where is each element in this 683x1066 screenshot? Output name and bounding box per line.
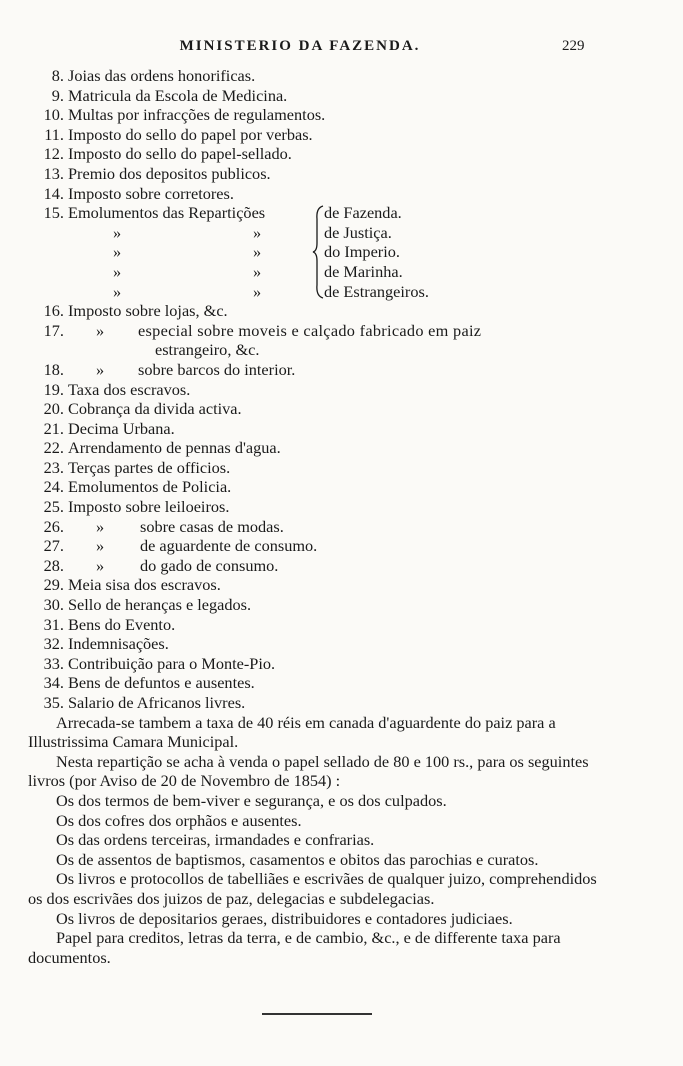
item-15-group <box>28 203 608 301</box>
list-item: 18. » sobre barcos do interior. <box>43 359 296 379</box>
item-15-branch: de Estrangeiros. <box>324 281 429 301</box>
list-item: 29. Meia sisa dos escravos. <box>43 575 221 595</box>
ditto-mark: » <box>96 516 105 536</box>
list-item: 35. Salario de Africanos livres. <box>43 693 246 712</box>
list-item: 12. Imposto do sello do papel-sellado. <box>43 144 292 164</box>
list-item: 32. Indemnisações. <box>43 634 169 654</box>
list-item: 11. Imposto do sello do papel por verbas. <box>44 124 313 144</box>
list-item: 24. Emolumentos de Policia. <box>43 477 232 497</box>
ditto-mark: » <box>253 261 262 281</box>
ditto-mark: » <box>113 281 122 301</box>
page-header-title: MINISTERIO DA FAZENDA. <box>179 38 421 54</box>
paragraph: Os das ordens terceiras, irmandades e confrarias. <box>56 830 375 850</box>
paragraph: Arrecada-se tambem a taxa de 40 réis em canada d'aguardente do paiz para a Illustrissima Camara Municipal. <box>28 712 556 752</box>
list-item: 28. » do gado de consumo. <box>43 555 279 575</box>
list-item: 8. Joias das ordens honorificas. <box>51 66 256 85</box>
paragraph: Nesta repartição se acha à venda o papel sellado de 80 e 100 rs., para os seguintes livros (por Aviso de 20 de Novembro de 1854) : <box>28 751 589 791</box>
ditto-mark: » <box>96 320 105 340</box>
paragraph: Papel para creditos, letras da terra, e de cambio, &c., e de differente taxa para documentos. <box>28 928 561 967</box>
list-item: 23. Terças partes de officios. <box>43 457 231 477</box>
list-item: 33. Contribuição para o Monte-Pio. <box>43 653 276 673</box>
ditto-mark: » <box>253 242 262 262</box>
item-15-branch: do Imperio. <box>324 242 400 262</box>
paragraph: Os livros de depositarios geraes, distribuidores e contadores judiciaes. <box>56 908 513 928</box>
list-item: 21. Decima Urbana. <box>43 418 175 438</box>
item-15-branch: de Justiça. <box>324 222 392 242</box>
list-item: 19. Taxa dos escravos. <box>43 379 191 399</box>
list-item: 17. » especial sobre moveis e calçado fabricado em paiz <box>43 320 482 340</box>
document-body <box>28 66 608 967</box>
item-15-branch: de Marinha. <box>324 261 403 281</box>
list-item: 20. Cobrança da divida activa. <box>43 399 242 419</box>
list-item-continuation: estrangeiro, &c. <box>155 340 260 360</box>
list-item: 13. Premio dos depositos publicos. <box>43 163 271 183</box>
ditto-mark: » <box>96 536 105 556</box>
paragraph: Os de assentos de baptismos, casamentos e obitos das parochias e curatos. <box>56 849 539 869</box>
ditto-mark: » <box>113 261 122 281</box>
end-rule <box>262 1013 372 1015</box>
ditto-mark: » <box>253 281 262 301</box>
list-item: 25. Imposto sobre leiloeiros. <box>43 497 230 517</box>
paragraph: Os dos termos de bem-viver e segurança, e os dos culpados. <box>56 790 447 810</box>
ditto-mark: » <box>253 222 262 242</box>
list-item: 31. Bens do Evento. <box>43 614 176 634</box>
list-item: 30. Sello de heranças e legados. <box>43 595 252 615</box>
list-item: 9. Matricula da Escola de Medicina. <box>51 85 288 105</box>
ditto-mark: » <box>96 555 105 575</box>
page-number: 229 <box>562 38 585 54</box>
list-item: 10. Multas por infracções de regulamentos. <box>43 105 326 125</box>
list-item: 22. Arrendamento de pennas d'agua. <box>43 438 281 458</box>
item-15-branch: de Fazenda. <box>324 203 402 223</box>
paragraph: Os livros e protocollos de tabelliães e escrivães de qualquer juizo, comprehendidos os dos escrivães dos juizos de paz, delegacias e subdelegacias. <box>28 869 597 908</box>
list-item: 16. Imposto sobre lojas, &c. <box>43 301 228 321</box>
curly-brace-icon <box>312 205 324 299</box>
ditto-mark: » <box>113 242 122 262</box>
ditto-mark: » <box>96 359 105 379</box>
list-item: 15. Emolumentos das Repartições de Fazenda. <box>43 203 402 223</box>
list-item: 27. » de aguardente de consumo. <box>43 536 318 556</box>
list-item: 14. Imposto sobre corretores. <box>43 183 234 203</box>
paragraph: Os dos cofres dos orphãos e ausentes. <box>56 810 302 830</box>
list-item: 26. » sobre casas de modas. <box>43 516 284 536</box>
ditto-mark: » <box>113 222 122 242</box>
list-item: 34. Bens de defuntos e ausentes. <box>43 673 255 693</box>
